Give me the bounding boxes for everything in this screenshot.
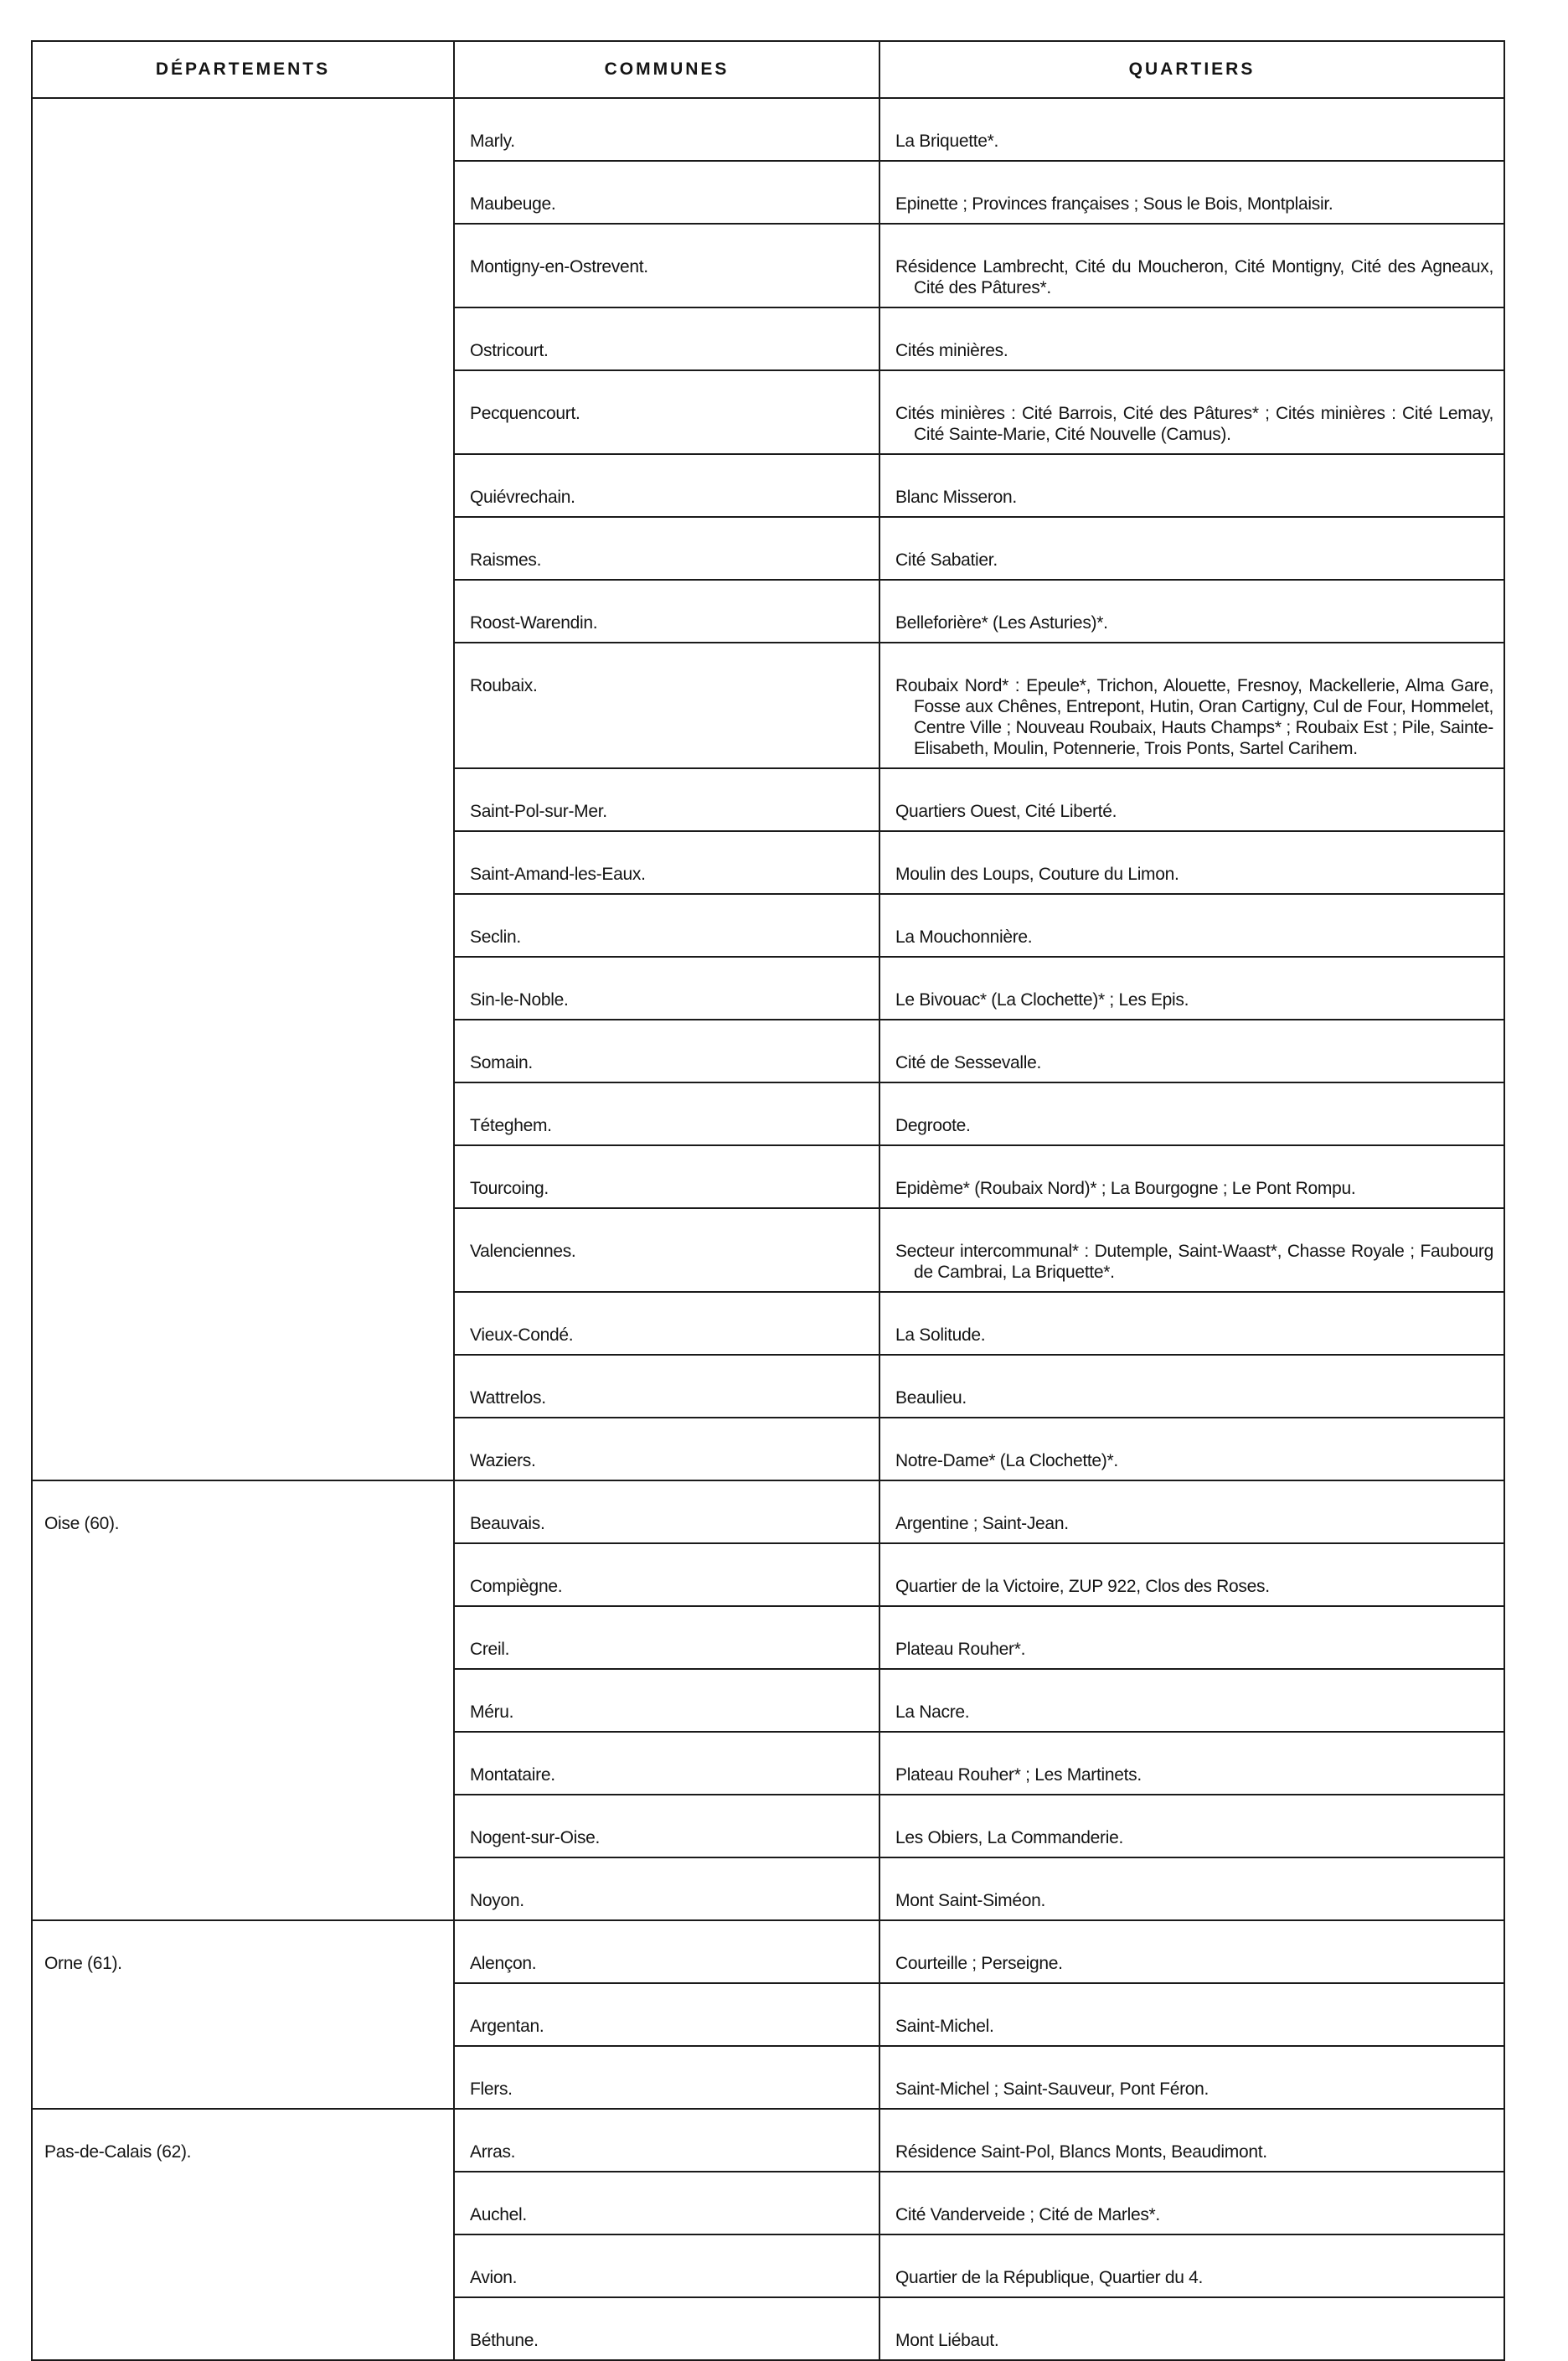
table-row	[32, 1020, 1504, 1082]
cell-departement	[32, 224, 454, 307]
cell-commune: Alençon.	[454, 1920, 879, 1983]
table-row	[32, 1606, 1504, 1669]
quartiers-text: La Solitude.	[895, 1325, 986, 1345]
quartiers-text: Secteur intercommunal* : Dutemple, Saint-Waast*, Chasse Royale ; Faubourg de Cambrai, La Briquette*.	[895, 1242, 1493, 1282]
cell-commune: Marly.	[454, 98, 879, 161]
cell-quartiers	[879, 161, 1504, 224]
table-row	[32, 1795, 1504, 1857]
quartiers-text: Argentine ; Saint-Jean.	[895, 1514, 1069, 1533]
quartiers-text: La Nacre.	[895, 1702, 970, 1722]
cell-quartiers	[879, 454, 1504, 517]
cell-departement	[32, 768, 454, 831]
cell-quartiers	[879, 370, 1504, 454]
quartiers-text: Epidème* (Roubaix Nord)* ; La Bourgogne ; Le Pont Rompu.	[895, 1179, 1356, 1198]
cell-commune: Flers.	[454, 2046, 879, 2109]
cell-departement	[32, 2297, 454, 2360]
table-row	[32, 1857, 1504, 1920]
cell-departement	[32, 831, 454, 894]
table-row	[32, 1418, 1504, 1480]
cell-departement	[32, 1543, 454, 1606]
cell-departement	[32, 1145, 454, 1208]
table-row	[32, 517, 1504, 580]
cell-commune: Nogent-sur-Oise.	[454, 1795, 879, 1857]
cell-quartiers	[879, 2297, 1504, 2360]
table-row	[32, 370, 1504, 454]
cell-commune: Maubeuge.	[454, 161, 879, 224]
quartiers-text: Beaulieu.	[895, 1388, 967, 1408]
cell-departement	[32, 1418, 454, 1480]
quartiers-text: Epinette ; Provinces françaises ; Sous le Bois, Montplaisir.	[895, 194, 1333, 214]
cell-departement	[32, 370, 454, 454]
cell-commune: Téteghem.	[454, 1082, 879, 1145]
cell-departement	[32, 1732, 454, 1795]
quartiers-text: Saint-Michel ; Saint-Sauveur, Pont Féron.	[895, 2079, 1210, 2099]
cell-departement	[32, 2172, 454, 2234]
table-row	[32, 1920, 1504, 1983]
header-departements: DÉPARTEMENTS	[32, 41, 454, 98]
quartiers-text: La Mouchonnière.	[895, 927, 1033, 947]
cell-commune: Vieux-Condé.	[454, 1292, 879, 1355]
cell-commune: Méru.	[454, 1669, 879, 1732]
cell-quartiers	[879, 1795, 1504, 1857]
table-row	[32, 307, 1504, 370]
cell-departement: Orne (61).	[32, 1920, 454, 1983]
table-header-row	[32, 41, 1504, 98]
cell-quartiers	[879, 1355, 1504, 1418]
quartiers-text: Cités minières : Cité Barrois, Cité des Pâtures* ; Cités minières : Cité Lemay, Cité Sainte-Marie, Cité Nouvelle (Camus).	[895, 404, 1493, 444]
cell-quartiers	[879, 957, 1504, 1020]
quartiers-text: Degroote.	[895, 1116, 971, 1135]
header-communes: COMMUNES	[454, 41, 879, 98]
cell-commune: Avion.	[454, 2234, 879, 2297]
cell-departement	[32, 1606, 454, 1669]
cell-quartiers	[879, 1418, 1504, 1480]
table-row	[32, 2046, 1504, 2109]
cell-quartiers	[879, 580, 1504, 643]
cell-quartiers	[879, 1208, 1504, 1292]
cell-commune: Raismes.	[454, 517, 879, 580]
table-row	[32, 1983, 1504, 2046]
cell-quartiers	[879, 1292, 1504, 1355]
table-row	[32, 224, 1504, 307]
cell-departement	[32, 307, 454, 370]
quartiers-text: Cité Sabatier.	[895, 550, 998, 570]
quartiers-text: Plateau Rouher* ; Les Martinets.	[895, 1765, 1142, 1785]
header-quartiers: QUARTIERS	[879, 41, 1504, 98]
cell-departement	[32, 517, 454, 580]
cell-commune: Seclin.	[454, 894, 879, 957]
cell-quartiers	[879, 2172, 1504, 2234]
cell-quartiers	[879, 1920, 1504, 1983]
quartiers-text: Résidence Lambrecht, Cité du Moucheron, Cité Montigny, Cité des Agneaux, Cité des Pâtures*.	[895, 257, 1493, 297]
cell-departement	[32, 1208, 454, 1292]
cell-quartiers	[879, 2046, 1504, 2109]
cell-departement	[32, 1355, 454, 1418]
cell-departement	[32, 1983, 454, 2046]
quartiers-text: Moulin des Loups, Couture du Limon.	[895, 865, 1179, 884]
cell-departement	[32, 957, 454, 1020]
cell-commune: Roost-Warendin.	[454, 580, 879, 643]
cell-quartiers	[879, 1857, 1504, 1920]
cell-commune: Quiévrechain.	[454, 454, 879, 517]
quartiers-text: La Briquette*.	[895, 132, 999, 151]
cell-departement	[32, 1669, 454, 1732]
table-body	[32, 98, 1504, 2360]
table-row	[32, 1292, 1504, 1355]
communes-table	[31, 40, 1505, 2361]
cell-commune: Somain.	[454, 1020, 879, 1082]
quartiers-text: Quartier de la Victoire, ZUP 922, Clos des Roses.	[895, 1577, 1270, 1596]
table-row	[32, 831, 1504, 894]
cell-commune: Saint-Amand-les-Eaux.	[454, 831, 879, 894]
table-row	[32, 1082, 1504, 1145]
cell-departement	[32, 2046, 454, 2109]
quartiers-text: Mont Liébaut.	[895, 2331, 999, 2350]
cell-commune: Sin-le-Noble.	[454, 957, 879, 1020]
table-row	[32, 1669, 1504, 1732]
quartiers-text: Courteille ; Perseigne.	[895, 1954, 1063, 1973]
cell-departement	[32, 1857, 454, 1920]
cell-commune: Pecquencourt.	[454, 370, 879, 454]
table-row	[32, 2109, 1504, 2172]
cell-quartiers	[879, 517, 1504, 580]
table-row	[32, 2172, 1504, 2234]
cell-quartiers	[879, 1020, 1504, 1082]
cell-commune: Creil.	[454, 1606, 879, 1669]
quartiers-text: Le Bivouac* (La Clochette)* ; Les Epis.	[895, 990, 1189, 1010]
cell-commune: Montigny-en-Ostrevent.	[454, 224, 879, 307]
table-row	[32, 643, 1504, 768]
cell-commune: Béthune.	[454, 2297, 879, 2360]
table-row	[32, 454, 1504, 517]
quartiers-text: Quartiers Ouest, Cité Liberté.	[895, 802, 1117, 821]
table-row	[32, 1355, 1504, 1418]
cell-quartiers	[879, 643, 1504, 768]
cell-commune: Auchel.	[454, 2172, 879, 2234]
quartiers-text: Quartier de la République, Quartier du 4.	[895, 2268, 1204, 2287]
cell-quartiers	[879, 2109, 1504, 2172]
table-row	[32, 894, 1504, 957]
cell-quartiers	[879, 1669, 1504, 1732]
cell-departement	[32, 1082, 454, 1145]
cell-quartiers	[879, 1543, 1504, 1606]
quartiers-text: Saint-Michel.	[895, 2017, 994, 2036]
cell-quartiers	[879, 307, 1504, 370]
cell-commune: Ostricourt.	[454, 307, 879, 370]
cell-quartiers	[879, 1983, 1504, 2046]
cell-commune: Compiègne.	[454, 1543, 879, 1606]
cell-departement	[32, 1020, 454, 1082]
cell-commune: Valenciennes.	[454, 1208, 879, 1292]
cell-commune: Wattrelos.	[454, 1355, 879, 1418]
quartiers-text: Plateau Rouher*.	[895, 1640, 1026, 1659]
quartiers-text: Cité Vanderveide ; Cité de Marles*.	[895, 2205, 1160, 2224]
cell-quartiers	[879, 98, 1504, 161]
table-row	[32, 1145, 1504, 1208]
cell-quartiers	[879, 831, 1504, 894]
table-row	[32, 768, 1504, 831]
table-row	[32, 1208, 1504, 1292]
cell-quartiers	[879, 894, 1504, 957]
cell-departement	[32, 580, 454, 643]
quartiers-text: Cité de Sessevalle.	[895, 1053, 1042, 1072]
document-page	[31, 40, 1504, 2350]
table-row	[32, 98, 1504, 161]
cell-commune: Tourcoing.	[454, 1145, 879, 1208]
table-row	[32, 2234, 1504, 2297]
quartiers-text: Belleforière* (Les Asturies)*.	[895, 613, 1108, 633]
quartiers-text: Roubaix Nord* : Epeule*, Trichon, Alouette, Fresnoy, Mackellerie, Alma Gare, Fosse aux Chênes, Entrepont, Hutin, Oran Cartigny, Cul de Four, Hommelet, Centre Ville ; Nouveau Roubaix, Hauts Champs* ; Roubaix Est ; Pile, Sainte-Elisabeth, Moulin, Potennerie, Trois Ponts, Sartel Carihem.	[895, 676, 1493, 758]
cell-quartiers	[879, 1082, 1504, 1145]
table-row	[32, 1732, 1504, 1795]
cell-departement: Oise (60).	[32, 1480, 454, 1543]
cell-departement	[32, 1795, 454, 1857]
cell-quartiers	[879, 1480, 1504, 1543]
table-row	[32, 1480, 1504, 1543]
cell-commune: Noyon.	[454, 1857, 879, 1920]
table-row	[32, 161, 1504, 224]
cell-commune: Saint-Pol-sur-Mer.	[454, 768, 879, 831]
quartiers-text: Cités minières.	[895, 341, 1008, 360]
cell-departement	[32, 2234, 454, 2297]
cell-quartiers	[879, 1732, 1504, 1795]
cell-quartiers	[879, 1606, 1504, 1669]
cell-quartiers	[879, 1145, 1504, 1208]
table-row	[32, 2297, 1504, 2360]
quartiers-text: Résidence Saint-Pol, Blancs Monts, Beaudimont.	[895, 2142, 1267, 2162]
cell-departement	[32, 894, 454, 957]
quartiers-text: Blanc Misseron.	[895, 488, 1017, 507]
cell-commune: Argentan.	[454, 1983, 879, 2046]
cell-commune: Beauvais.	[454, 1480, 879, 1543]
cell-departement: Pas-de-Calais (62).	[32, 2109, 454, 2172]
cell-departement	[32, 161, 454, 224]
cell-commune: Waziers.	[454, 1418, 879, 1480]
cell-quartiers	[879, 2234, 1504, 2297]
cell-departement	[32, 454, 454, 517]
quartiers-text: Les Obiers, La Commanderie.	[895, 1828, 1124, 1847]
cell-departement	[32, 98, 454, 161]
cell-commune: Montataire.	[454, 1732, 879, 1795]
table-row	[32, 580, 1504, 643]
cell-departement	[32, 643, 454, 768]
cell-quartiers	[879, 224, 1504, 307]
cell-departement	[32, 1292, 454, 1355]
cell-quartiers	[879, 768, 1504, 831]
quartiers-text: Notre-Dame* (La Clochette)*.	[895, 1451, 1118, 1470]
cell-commune: Roubaix.	[454, 643, 879, 768]
table-row	[32, 957, 1504, 1020]
quartiers-text: Mont Saint-Siméon.	[895, 1891, 1046, 1910]
cell-commune: Arras.	[454, 2109, 879, 2172]
table-row	[32, 1543, 1504, 1606]
